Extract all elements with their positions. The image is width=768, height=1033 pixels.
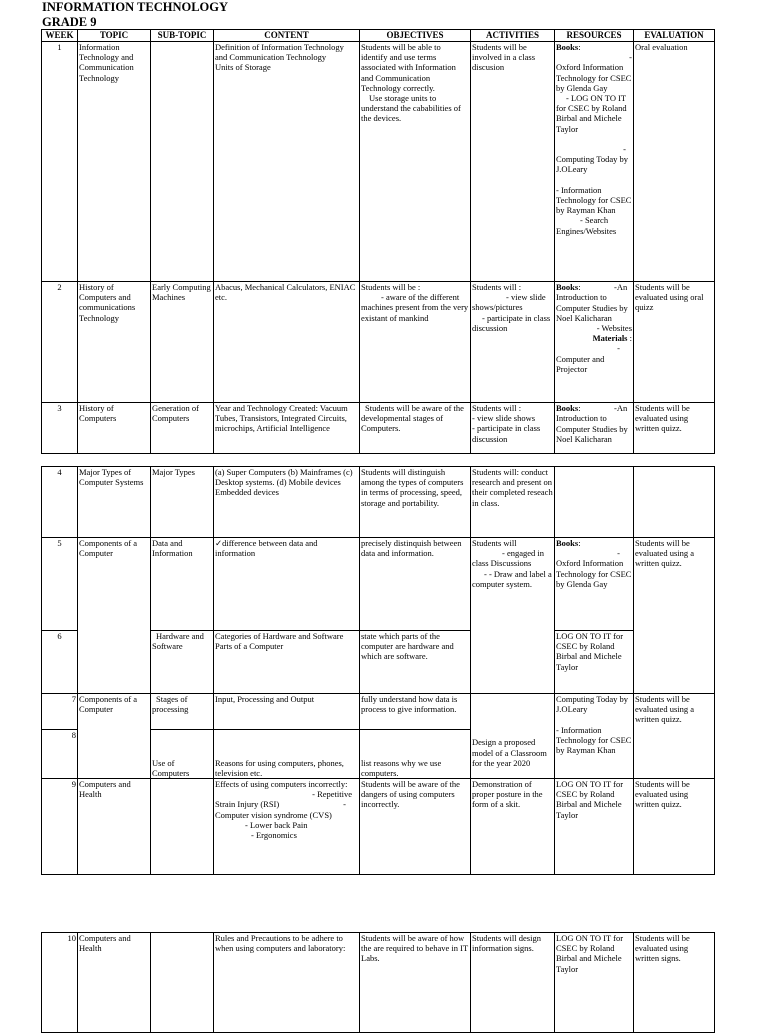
objectives-cell: Students will be aware of how the are required to behave in IT Labs. xyxy=(360,933,471,1033)
activities-cell: Demonstration of proper posture in the form of a skit. xyxy=(471,779,555,875)
resource-item: -An Introduction to Computer Studies by Noel Kalicharan xyxy=(556,282,628,323)
table-row-week-1 xyxy=(42,42,715,282)
resources-colon: : xyxy=(578,42,581,52)
evaluation-cell: Students will be evaluated using written quizz. xyxy=(634,779,715,875)
topic-cell: Computers and Health xyxy=(78,933,151,1033)
content-text xyxy=(215,799,358,809)
scheme-table-part-3 xyxy=(41,932,715,1033)
header-row xyxy=(42,30,715,42)
activities-text: - view slide shows/pictures xyxy=(472,292,546,313)
resources-dash: - xyxy=(617,343,620,354)
week-number: 7 xyxy=(42,694,78,730)
resource-item: - Search Engines/Websites xyxy=(556,215,617,236)
topic-cell: Information Technology and Communication Technology xyxy=(78,42,151,282)
week-number: 4 xyxy=(42,467,78,538)
resources-cell xyxy=(555,42,634,282)
objectives-text: Students will be : xyxy=(361,282,421,292)
content-cell: ✓difference between data and information xyxy=(214,538,360,631)
activities-cell xyxy=(471,282,555,403)
col-header-evaluation: EVALUATION xyxy=(634,30,715,42)
content-dash: - xyxy=(343,799,346,810)
topic-cell: History of Computers and communications Technology xyxy=(78,282,151,403)
topic-cell: Components of a Computer xyxy=(78,694,151,779)
subtopic-cell xyxy=(151,42,214,282)
resources-cell xyxy=(555,694,634,779)
subtopic-cell: Early Computing Machines xyxy=(151,282,214,403)
content-cell: Abacus, Mechanical Calculators, ENIAC etc. xyxy=(214,282,360,403)
topic-cell: Major Types of Computer Systems xyxy=(78,467,151,538)
content-text: - Repetitive xyxy=(312,789,352,800)
subtopic-cell: Stages of processing xyxy=(151,694,214,730)
evaluation-cell: Students will be evaluated using written signs. xyxy=(634,933,715,1033)
document-title: INFORMATION TECHNOLOGY xyxy=(42,0,229,14)
resources-cell xyxy=(555,538,634,631)
resource-item: Oxford Information Technology for CSEC by Glenda Gay xyxy=(556,558,632,589)
content-text: Units of Storage xyxy=(215,62,271,73)
resources-books-label: Books xyxy=(556,538,579,548)
content-cell: Categories of Hardware and Software Parts of a Computer xyxy=(214,631,360,694)
col-header-subtopic: SUB-TOPIC xyxy=(151,30,214,42)
content-cell xyxy=(214,779,360,875)
activities-text: Students will : xyxy=(472,282,522,292)
content-cell: (a) Super Computers (b) Mainframes (c) Desktop systems. (d) Mobile devices Embedded devices xyxy=(214,467,360,538)
resources-colon: : xyxy=(578,538,581,548)
resources-cell xyxy=(555,467,634,538)
evaluation-cell: Oral evaluation xyxy=(634,42,715,282)
week-number: 1 xyxy=(42,42,78,282)
resources-books-label: Books xyxy=(556,403,579,413)
activities-cell: Students will: conduct research and present on their completed reseach in class. xyxy=(471,467,555,538)
evaluation-cell: Students will be evaluated using written quizz. xyxy=(634,403,715,454)
resources-books-label: Books xyxy=(556,282,579,292)
content-text: Definition of Information Technology and Communication Technology xyxy=(215,42,344,63)
week-number: 10 xyxy=(42,933,78,1033)
resource-item: Oxford Information Technology for CSEC by Glenda Gay xyxy=(556,62,632,93)
col-header-topic: TOPIC xyxy=(78,30,151,42)
resources-colon: : xyxy=(578,403,581,413)
objectives-text: - aware of the different machines present from the very existant of mankind xyxy=(361,292,469,323)
content-cell: Input, Processing and Output xyxy=(214,694,360,730)
table-row-week-4 xyxy=(42,467,715,538)
activities-text: Design a proposed model of a Classroom for the year 2020 xyxy=(472,737,547,768)
resource-item: - Information Technology for CSEC by Rayman Khan xyxy=(556,184,632,216)
col-header-resources: RESOURCES xyxy=(555,30,634,42)
activities-cell xyxy=(471,538,555,694)
resource-item: Computing Today by J.OLeary xyxy=(556,694,628,715)
resources-cell: LOG ON TO IT for CSEC by Roland Birbal and Michele Taylor xyxy=(555,631,634,694)
activities-cell xyxy=(471,694,555,779)
activities-cell: Students will design information signs. xyxy=(471,933,555,1033)
objectives-cell: list reasons why we use computers. xyxy=(360,730,471,779)
activities-text: - engaged in class Discussions xyxy=(472,548,545,569)
table-row-week-9 xyxy=(42,779,715,875)
col-header-objectives: OBJECTIVES xyxy=(360,30,471,42)
week-number: 8 xyxy=(42,730,78,779)
resource-item: - Information Technology for CSEC by Rayman Khan xyxy=(556,724,632,756)
activities-cell: Students will be involved in a class discusion xyxy=(471,42,555,282)
week-number: 3 xyxy=(42,403,78,454)
activities-text: - - Draw and label a computer system. xyxy=(472,568,552,589)
objectives-cell xyxy=(360,42,471,282)
activities-text: - view slide shows xyxy=(472,413,536,424)
resources-dash: - xyxy=(629,52,632,63)
objectives-cell: Students will be aware of the developmental stages of Computers. xyxy=(360,403,471,454)
col-header-week: WEEK xyxy=(42,30,78,42)
subtopic-cell: Data and Information xyxy=(151,538,214,631)
resources-colon: : xyxy=(578,282,581,292)
resources-cell xyxy=(555,403,634,454)
scheme-table-part-2 xyxy=(41,466,715,875)
subtopic-cell: Hardware and Software xyxy=(151,631,214,694)
resources-colon: : xyxy=(627,333,632,344)
subtopic-cell: Use of Computers xyxy=(151,730,214,779)
objectives-text: Students will be able to identify and use terms associated with Information and Communication Technology correctly. xyxy=(361,42,456,93)
content-text: Computer vision syndrome (CVS) xyxy=(215,809,332,820)
col-header-content: CONTENT xyxy=(214,30,360,42)
evaluation-cell: Students will be evaluated using a written quizz. xyxy=(634,694,715,779)
subtopic-cell: Major Types xyxy=(151,467,214,538)
week-number: 9 xyxy=(42,779,78,875)
resources-cell: LOG ON TO IT for CSEC by Roland Birbal and Michele Taylor xyxy=(555,933,634,1033)
content-cell: Year and Technology Created: Vacuum Tubes, Transistors, Integrated Circuits, microchips, Artificial Intelligence xyxy=(214,403,360,454)
activities-text: Students will : xyxy=(472,403,522,413)
objectives-cell: fully understand how data is process to give information. xyxy=(360,694,471,730)
grade-heading: GRADE 9 xyxy=(42,15,97,29)
content-text: Strain Injury (RSI) xyxy=(215,799,280,810)
topic-cell: Components of a Computer xyxy=(78,538,151,694)
resources-dash: - xyxy=(617,548,620,559)
subtopic-cell xyxy=(151,779,214,875)
evaluation-cell: Students will be evaluated using oral quizz xyxy=(634,282,715,403)
resource-item: Computer and Projector xyxy=(556,353,605,374)
content-cell: Rules and Precautions to be adhere to when using computers and laboratory: xyxy=(214,933,360,1033)
week-number: 6 xyxy=(42,631,78,694)
week-number: 2 xyxy=(42,282,78,403)
content-text: - Ergonomics xyxy=(251,830,297,841)
objectives-cell: Students will distinguish among the types of computers in terms of processing, speed, storage and portability. xyxy=(360,467,471,538)
topic-cell: Computers and Health xyxy=(78,779,151,875)
objectives-cell: state which parts of the computer are hardware and which are software. xyxy=(360,631,471,694)
evaluation-cell: Students will be evaluated using a written quizz. xyxy=(634,538,715,694)
activities-text: - participate in class discussion xyxy=(472,312,551,333)
subtopic-cell: Generation of Computers xyxy=(151,403,214,454)
resources-dash: - xyxy=(623,144,626,155)
content-text: - Lower back Pain xyxy=(245,819,308,830)
table-row-week-5 xyxy=(42,538,715,631)
resource-item: Computing Today by J.OLeary xyxy=(556,154,628,175)
table-row-week-7 xyxy=(42,694,715,730)
activities-cell xyxy=(471,403,555,454)
resources-cell xyxy=(555,282,634,403)
topic-cell: History of Computers xyxy=(78,403,151,454)
evaluation-cell xyxy=(634,467,715,538)
resources-materials-label: Materials xyxy=(592,333,628,344)
objectives-cell: Students will be aware of the dangers of using computers incorrectly. xyxy=(360,779,471,875)
resources-books-label: Books xyxy=(556,42,579,52)
content-cell xyxy=(214,42,360,282)
col-header-activities: ACTIVITIES xyxy=(471,30,555,42)
activities-text: - participate in class discussion xyxy=(472,423,541,444)
resources-cell: LOG ON TO IT for CSEC by Roland Birbal and Michele Taylor xyxy=(555,779,634,875)
objectives-cell: precisely distinquish between data and information. xyxy=(360,538,471,631)
objectives-cell xyxy=(360,282,471,403)
activities-text: Students will xyxy=(472,538,517,548)
resource-item: -An Introduction to Computer Studies by Noel Kalicharan xyxy=(556,403,628,444)
scheme-table-part-1 xyxy=(41,29,715,454)
table-row-week-10 xyxy=(42,933,715,1033)
table-row-week-3 xyxy=(42,403,715,454)
content-cell: Reasons for using computers, phones, television etc. xyxy=(214,730,360,779)
resource-item: - Websites xyxy=(596,323,632,334)
objectives-text: Use storage units to understand the cababilities of the devices. xyxy=(361,93,461,124)
subtopic-cell xyxy=(151,933,214,1033)
week-number: 5 xyxy=(42,538,78,631)
table-row-week-2 xyxy=(42,282,715,403)
content-text: Effects of using computers incorrectly: xyxy=(215,779,348,789)
resource-item: - LOG ON TO IT for CSEC by Roland Birbal and Michele Taylor xyxy=(556,93,627,134)
